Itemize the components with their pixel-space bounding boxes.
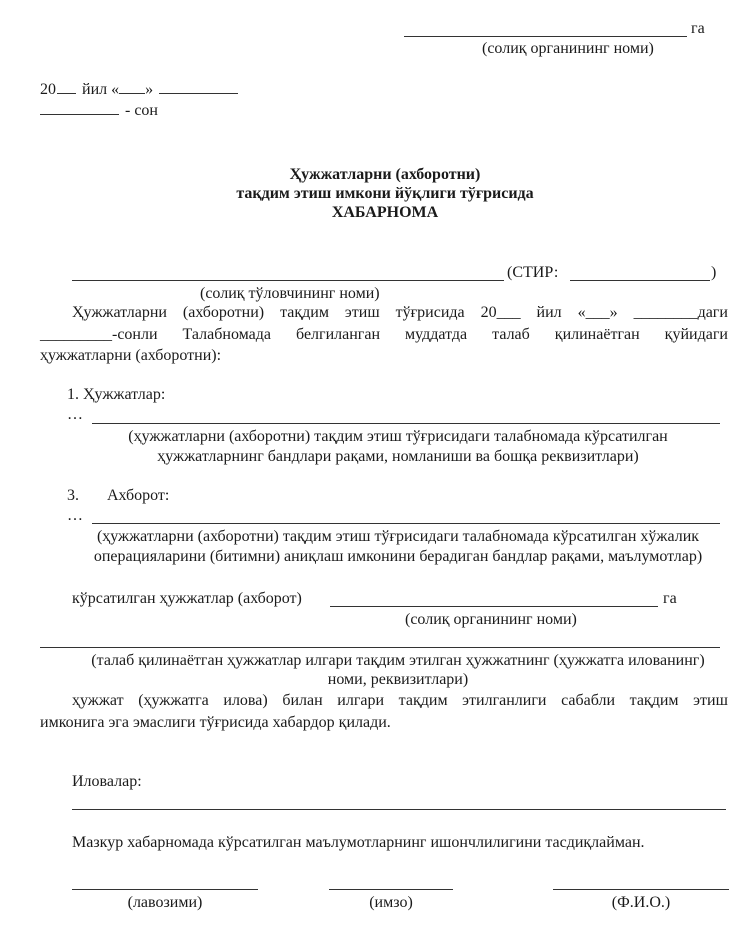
intro-word: тўғрисида [395,304,465,321]
forward-authority-blank[interactable] [330,606,658,607]
title-line-2: тақдим этиш имкони йўқлиги тўғрисида [236,185,534,202]
title-line-1: Ҳужжатларни (ахборотни) [289,166,481,183]
date-line [40,81,238,99]
position-blank-line[interactable] [72,889,258,890]
stir-blank[interactable] [570,280,710,281]
section1-blank-line[interactable] [92,423,720,424]
intro-word: йил [536,304,562,321]
intro-day-blank[interactable]: «___» [577,304,618,321]
body-word: билан [282,692,323,709]
full-name-blank-line[interactable] [553,889,729,890]
body-word: этилганлиги [462,692,547,709]
position-caption: (лавозими) [127,894,203,911]
previous-body-line-2: имконига эга эмаслиги тўғрисида хабардор қилади. [40,714,391,731]
date-quote-close: » [145,81,154,98]
stir-close: ) [711,264,717,281]
section1-caption-line-1: (ҳужжатларни (ахборотни) тақдим этиш тўғрисидаги талабномада кўрсатилган [128,428,668,445]
forward-caption: (солиқ органининг номи) [405,611,577,628]
intro-word: талаб [492,326,530,343]
intro-word: тақдим [280,304,329,321]
body-word: илова) [223,692,268,709]
date-month-blank[interactable] [159,93,238,94]
intro-line-2 [40,326,728,344]
forward-text: кўрсатилган ҳужжатлар (ахборот) [72,590,302,607]
section3-ellipsis: … [67,507,83,524]
date-prefix: 20 [40,81,56,98]
recipient-caption: (солиқ органининг номи) [482,40,654,57]
intro-word: қилинаётган [554,326,640,343]
date-year-blank[interactable] [57,93,76,94]
previous-document-blank[interactable] [40,647,720,648]
intro-word: Талабномада [182,326,272,343]
body-word: тақдим [629,692,679,709]
intro-word: этиш [344,304,380,321]
body-word: ҳужжат [72,692,124,709]
title-line-3: ХАБАРНОМА [331,204,439,221]
body-word: сабабли [561,692,616,709]
intro-month-blank[interactable]: ________даги [633,304,728,321]
intro-number-blank[interactable]: _________-сонли [40,326,158,343]
date-day-blank[interactable] [119,93,145,94]
intro-line-3: ҳужжатларни (ахборотни): [40,347,222,364]
date-year-word: йил « [82,81,120,98]
intro-word: белгиланган [296,326,381,343]
section3-heading: Ахборот: [107,487,170,504]
attachments-label: Иловалар: [72,773,142,790]
full-name-caption: (Ф.И.О.) [611,894,671,911]
number-suffix: - сон [125,102,158,119]
recipient-suffix: га [691,20,705,37]
previous-body-line-1 [72,692,728,710]
intro-word: муддатда [405,326,468,343]
number-blank[interactable] [40,114,119,115]
body-word: тақдим [398,692,448,709]
number-line [40,102,158,120]
body-word: этиш [693,692,728,709]
section1-ellipsis: … [67,406,83,423]
forward-suffix: га [663,590,677,607]
recipient-blank-line[interactable] [404,36,687,37]
intro-year-blank[interactable]: 20___ [480,304,521,321]
intro-line-1 [72,304,728,322]
confirmation-text: Мазкур хабарномада кўрсатилган маълумотларнинг ишончлилигини тасдиқлайман. [72,834,645,851]
signature-blank-line[interactable] [329,889,453,890]
attachments-blank-line[interactable] [72,809,726,810]
body-word: (ҳужжатга [138,692,209,709]
section1-heading: 1. Ҳужжатлар: [67,386,166,403]
body-word: илгари [337,692,385,709]
previous-caption-line-2: номи, реквизитлари) [327,671,469,688]
taxpayer-name-blank[interactable] [72,280,504,281]
section3-caption-line-1: (ҳужжатларни (ахборотни) тақдим этиш тўғрисидаги талабномада кўрсатилган хўжалик [96,528,700,545]
section3-blank-line[interactable] [92,523,720,524]
section3-caption-line-2: операцияларини (битимни) аниқлаш имконини берадиган бандлар рақами, маълумотлар) [93,548,703,565]
section3-number: 3. [67,487,79,504]
taxpayer-caption: (солиқ тўловчининг номи) [200,285,380,302]
intro-word: (ахборотни) [182,304,265,321]
intro-word: Ҳужжатларни [72,304,167,321]
previous-caption-line-1: (талаб қилинаётган ҳужжатлар илгари тақдим этилган ҳужжатнинг (ҳужжатга илованинг) [91,652,705,669]
stir-label: (СТИР: [507,264,559,281]
section1-caption-line-2: ҳужжатларнинг бандлари рақами, номланиши ва бошқа реквизитлари) [157,448,639,465]
intro-word: қуйидаги [664,326,728,343]
signature-caption: (имзо) [369,894,413,911]
